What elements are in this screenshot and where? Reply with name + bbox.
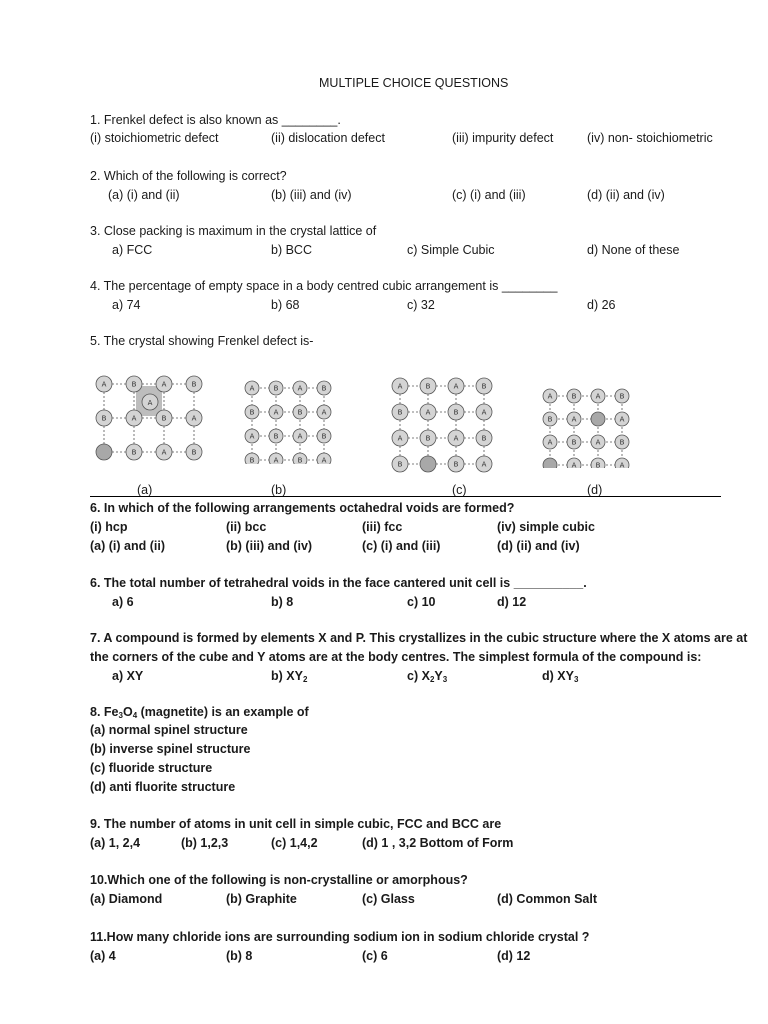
atom-label: B [249, 456, 255, 464]
atom-label: B [131, 380, 137, 389]
q2-option-a[interactable]: (a) (i) and (ii) [108, 188, 180, 202]
atom-label: A [453, 382, 459, 391]
q8-text: 8. $Fe_3O_4$ (magnetite) is an example of [90, 705, 309, 720]
q1-option-iii[interactable]: (iii) impurity defect [452, 131, 554, 145]
crystal-diagram-a [92, 368, 212, 464]
atom-label: B [397, 460, 403, 469]
q4-text: 4. The percentage of empty space in a body centred cubic arrangement is ________ [90, 279, 558, 293]
atom-label: B [249, 408, 255, 417]
q6a-option-a[interactable]: (a) (i) and (ii) [90, 539, 165, 553]
atom-label: B [321, 432, 327, 441]
q6b-option-a[interactable]: a) 6 [112, 595, 134, 609]
q3-option-b[interactable]: b) BCC [271, 243, 312, 257]
atom-label: B [191, 448, 197, 457]
atom-label: A [619, 415, 625, 424]
q6a-item-ii: (ii) bcc [226, 520, 267, 534]
q2-option-b[interactable]: (b) (iii) and (iv) [271, 188, 352, 202]
atom-label: A [297, 432, 303, 441]
q8-option-c[interactable]: (c) fluoride structure [90, 761, 213, 775]
divider-line [90, 496, 721, 497]
atom-label: A [191, 414, 197, 423]
atom-label: A [595, 438, 601, 447]
atom-label: B [481, 382, 487, 391]
q2-option-c[interactable]: (c) (i) and (iii) [452, 188, 526, 202]
q7-option-c[interactable]: c) $X_2Y_3$ [407, 669, 448, 684]
crystal-diagram-c [386, 372, 504, 476]
atom-label: B [571, 392, 577, 401]
q11-option-d[interactable]: (d) 12 [497, 949, 531, 963]
atom-label: A [101, 380, 107, 389]
q9-text: 9. The number of atoms in unit cell in simple cubic, FCC and BCC are [90, 817, 502, 831]
q3-option-d[interactable]: d) None of these [587, 243, 680, 257]
q11-option-a[interactable]: (a) 4 [90, 949, 116, 963]
atom-label: B [273, 432, 279, 441]
q1-option-ii[interactable]: (ii) dislocation defect [271, 131, 385, 145]
atom-label: A [321, 456, 327, 464]
atom-label: B [321, 384, 327, 393]
atom-label: A [273, 456, 279, 464]
q4-option-d[interactable]: d) 26 [587, 298, 616, 312]
q4-option-a[interactable]: a) 74 [112, 298, 141, 312]
atom-label: B [425, 434, 431, 443]
atom-label: A [161, 448, 167, 457]
atom-label: B [595, 461, 601, 468]
atom-label: A [547, 392, 553, 401]
q10-option-a[interactable]: (a) Diamond [90, 892, 163, 906]
atom-label: A [571, 461, 577, 468]
q10-text: 10.Which one of the following is non-crystalline or amorphous? [90, 873, 468, 887]
q6b-option-c[interactable]: c) 10 [407, 595, 436, 609]
atom-label: B [571, 438, 577, 447]
q3-option-c[interactable]: c) Simple Cubic [407, 243, 495, 257]
atom-label: B [453, 460, 459, 469]
q6a-option-c[interactable]: (c) (i) and (iii) [362, 539, 441, 553]
q1-text: 1. Frenkel defect is also known as ________. [90, 113, 341, 127]
atom-label: A [397, 434, 403, 443]
crystal-diagram-d [538, 384, 638, 468]
interstitial-label: A [147, 399, 153, 407]
atom-label: A [397, 382, 403, 391]
q1-option-iv[interactable]: (iv) non- stoichiometric [587, 131, 713, 145]
q10-option-c[interactable]: (c) Glass [362, 892, 415, 906]
atom-label: A [321, 408, 327, 417]
atom-label: A [425, 408, 431, 417]
atom-label: B [397, 408, 403, 417]
q6a-item-iii: (iii) fcc [362, 520, 403, 534]
atom-label: B [297, 456, 303, 464]
atom-label: A [547, 438, 553, 447]
atom-label: B [161, 414, 167, 423]
atom-label: A [571, 415, 577, 424]
q7-text-line2: the corners of the cube and Y atoms are at the body centres. The simplest formula of the compound is: [90, 650, 702, 664]
q5-text: 5. The crystal showing Frenkel defect is- [90, 334, 314, 348]
atom-label: B [131, 448, 137, 457]
q7-option-d[interactable]: d) $XY_3$ [542, 669, 579, 684]
q8-option-d[interactable]: (d) anti fluorite structure [90, 780, 236, 794]
q3-text: 3. Close packing is maximum in the crystal lattice of [90, 224, 377, 238]
q1-option-i[interactable]: (i) stoichiometric defect [90, 131, 219, 145]
q4-option-c[interactable]: c) 32 [407, 298, 435, 312]
q7-option-a[interactable]: a) XY [112, 669, 144, 683]
atom-label: A [161, 380, 167, 389]
atom-label: A [619, 461, 625, 468]
q5-option-d[interactable]: (d) [587, 483, 603, 497]
q6b-option-d[interactable]: d) 12 [497, 595, 527, 609]
q6b-text: 6. The total number of tetrahedral voids in the face cantered unit cell is __________. [90, 576, 587, 590]
q2-text: 2. Which of the following is correct? [90, 169, 287, 183]
lattice-atom [591, 412, 605, 426]
q6b-option-b[interactable]: b) 8 [271, 595, 294, 609]
q8-option-a[interactable]: (a) normal spinel structure [90, 723, 248, 737]
lattice-atom [543, 458, 557, 468]
atom-label: B [273, 384, 279, 393]
q4-option-b[interactable]: b) 68 [271, 298, 300, 312]
q3-option-a[interactable]: a) FCC [112, 243, 153, 257]
q5-option-c[interactable]: (c) [452, 483, 467, 497]
q9-option-b[interactable]: (b) 1,2,3 [181, 836, 229, 850]
q6a-option-b[interactable]: (b) (iii) and (iv) [226, 539, 313, 553]
atom-label: B [297, 408, 303, 417]
q7-option-b[interactable]: b) $XY_2$ [271, 669, 308, 684]
q9-option-a[interactable]: (a) 1, 2,4 [90, 836, 141, 850]
atom-label: A [481, 460, 487, 469]
q5-option-a[interactable]: (a) [137, 483, 153, 497]
atom-label: A [131, 414, 137, 423]
q11-option-b[interactable]: (b) 8 [226, 949, 253, 963]
atom-label: B [481, 434, 487, 443]
q9-option-c[interactable]: (c) 1,4,2 [271, 836, 318, 850]
atom-label: A [481, 408, 487, 417]
q6a-text: 6. In which of the following arrangements octahedral voids are formed? [90, 501, 515, 515]
q7-text-line1: 7. A compound is formed by elements X and P. This crystallizes in the cubic structure where the X atoms are at [90, 631, 748, 645]
q6a-item-i: (i) hcp [90, 520, 128, 534]
crystal-diagram-b [240, 376, 340, 464]
page-title: MULTIPLE CHOICE QUESTIONS [319, 76, 509, 90]
atom-label: B [425, 382, 431, 391]
q5-option-b[interactable]: (b) [271, 483, 287, 497]
q6a-item-iv: (iv) simple cubic [497, 520, 595, 534]
q11-option-c[interactable]: (c) 6 [362, 949, 388, 963]
atom-label: A [297, 384, 303, 393]
q10-option-d[interactable]: (d) Common Salt [497, 892, 597, 906]
atom-label: B [619, 392, 625, 401]
atom-label: A [453, 434, 459, 443]
q8-option-b[interactable]: (b) inverse spinel structure [90, 742, 251, 756]
q9-option-d[interactable]: (d) 1 , 3,2 Bottom of Form [362, 836, 514, 850]
lattice-atom [96, 444, 112, 460]
atom-label: A [273, 408, 279, 417]
atom-label: B [453, 408, 459, 417]
atom-label: A [249, 432, 255, 441]
q11-text: 11.How many chloride ions are surrounding sodium ion in sodium chloride crystal ? [90, 930, 590, 944]
atom-label: B [191, 380, 197, 389]
atom-label: B [619, 438, 625, 447]
q2-option-d[interactable]: (d) (ii) and (iv) [587, 188, 665, 202]
lattice-atom [420, 456, 436, 472]
q6a-option-d[interactable]: (d) (ii) and (iv) [497, 539, 580, 553]
q10-option-b[interactable]: (b) Graphite [226, 892, 297, 906]
atom-label: B [547, 415, 553, 424]
atom-label: A [595, 392, 601, 401]
atom-label: A [249, 384, 255, 393]
atom-label: B [101, 414, 107, 423]
